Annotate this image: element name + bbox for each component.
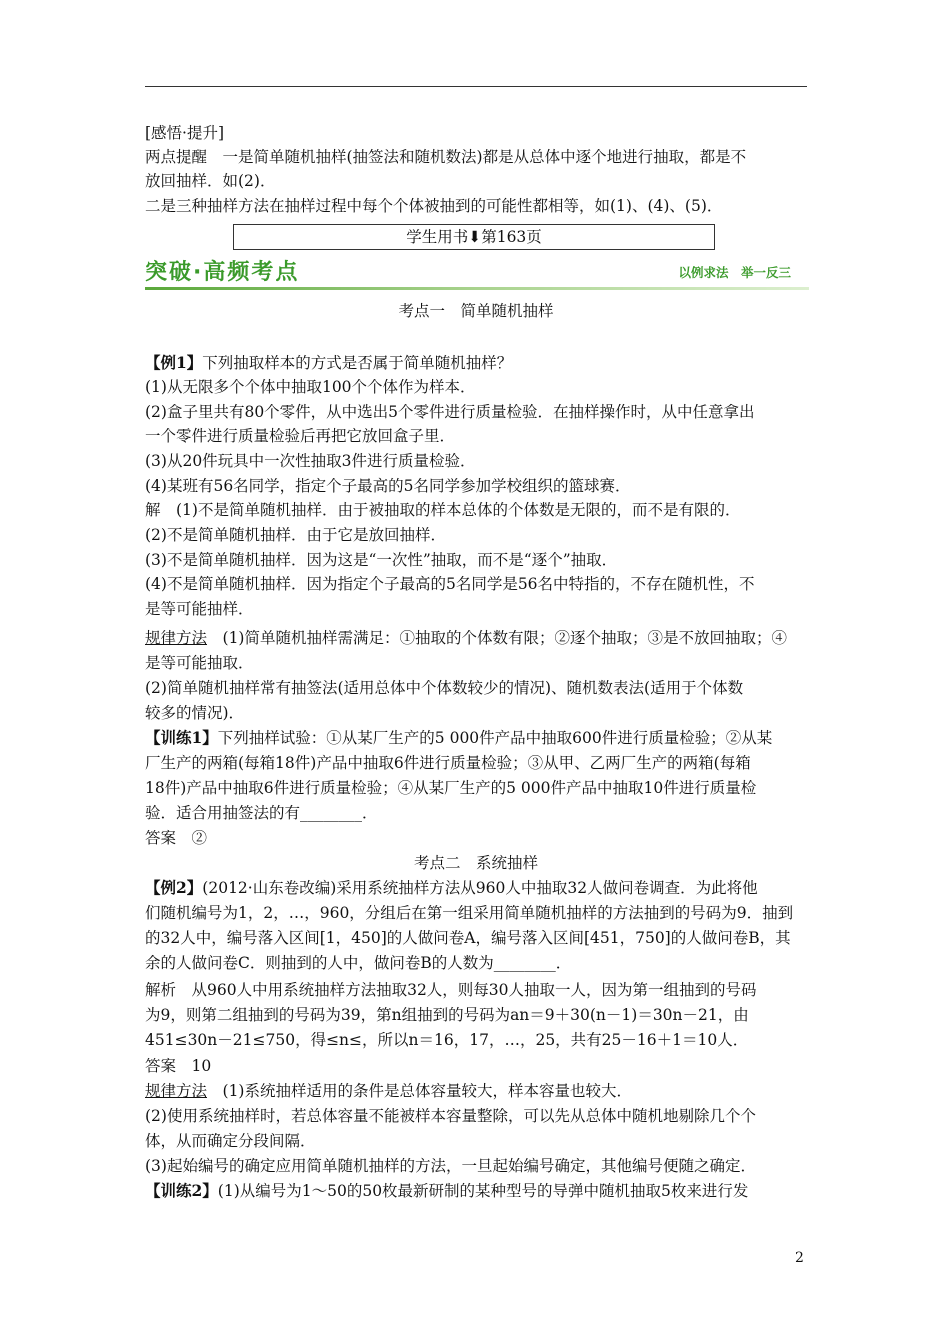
answer-line: (2)不是简单随机抽样．由于它是放回抽样． [145,526,446,544]
method-line: 较多的情况)． [145,704,245,722]
method-line: 是等可能抽取． [145,654,254,672]
ref-page: 第163页 [481,228,542,246]
ref-text: 学生用书 [406,228,469,246]
question-item: (2)盒子里共有80个零件，从中选出5个零件进行质量检验．在抽样操作时，从中任意拿出 [145,403,755,421]
question-item: 一个零件进行质量检验后再把它放回盒子里． [145,427,456,445]
point-title: 考点一 简单随机抽样 [398,302,554,320]
banner-underline [145,287,809,290]
example-text: 下列抽取样本的方式是否属于简单随机抽样？ [202,354,513,372]
exercise-line [145,1179,807,1203]
exercise-line: 验．适合用抽签法的有________． [145,804,378,822]
question-item: (4)某班有56名同学，指定个子最高的5名同学参加学校组织的篮球赛． [145,477,631,495]
example-text: (2012·山东卷改编)采用系统抽样方法从960人中抽取32人做问卷调查．为此将他 [202,879,758,897]
tip-line: 两点提醒 一是简单随机抽样(抽签法和随机数法)都是从总体中逐个地进行抽取，都是不 [145,148,747,166]
method-line: (2)简单随机抽样常有抽签法(适用总体中个体数较少的情况)、随机数表法(适用于个体数 [145,679,744,697]
solution-line: 解析 从960人中用系统抽样方法抽取32人，则每30人抽取一人，因为第一组抽到的号码 [145,981,757,999]
method-line [145,626,807,650]
exercise-text: 下列抽样试验：①从某厂生产的5 000件产品中抽取600件进行质量检验；②从某 [217,729,773,747]
exercise-line: 18件)产品中抽取6件进行质量检验；④从某厂生产的5 000件产品中抽取10件进行质量检 [145,779,757,797]
method-line: (3)起始编号的确定应用简单随机抽样的方法，一旦起始编号确定，其他编号便随之确定． [145,1157,756,1175]
example-label: 【例2】 [145,878,203,897]
tip-line: 二是三种抽样方法在抽样过程中每个个体被抽到的可能性都相等，如(1)、(4)、(5)． [145,197,723,215]
solution-line: 为9，则第二组抽到的号码为39，第n组抽到的号码为an＝9＋30(n－1)＝30n－21，由 [145,1006,749,1024]
exercise-line: 厂生产的两箱(每箱18件)产品中抽取6件进行质量检验；③从甲、乙两厂生产的两箱(每箱 [145,754,751,772]
banner-subtitle: 以例求法 举一反三 [678,265,791,280]
method-line [145,1079,807,1103]
exercise-text: (1)从编号为1～50的50枚最新研制的某种型号的导弹中随机抽取5枚来进行发 [217,1182,749,1200]
method-line: 体，从而确定分段间隔． [145,1132,316,1150]
reference-box [233,224,715,250]
header-rule [145,86,807,87]
exercise-line [145,726,807,750]
example-line [145,876,807,900]
method-text: (1)系统抽样适用的条件是总体容量较大，样本容量也较大． [207,1082,632,1100]
question-item: (1)从无限多个个体中抽取100个个体作为样本． [145,378,476,396]
down-arrow-icon: ⬇ [468,227,482,246]
point-title: 考点二 系统抽样 [413,854,538,872]
answer-line: (4)不是简单随机抽样．因为指定个子最高的5名同学是56名中特指的，不存在随机性，不 [145,575,755,593]
example-line: 余的人做问卷C．则抽到的人中，做问卷B的人数为________． [145,954,572,972]
question-item: (3)从20件玩具中一次性抽取3件进行质量检验． [145,452,476,470]
method-label: 规律方法 [145,1082,208,1100]
banner-title: 突破·高频考点 [145,260,300,285]
example-line: 们随机编号为1，2，…，960，分组后在第一组采用简单随机抽样的方法抽到的号码为9．抽到 [145,904,794,922]
exercise-label: 【训练1】 [145,728,218,747]
answer-line: 是等可能抽样． [145,600,254,618]
answer-line: (3)不是简单随机抽样．因为这是“一次性”抽取，而不是“逐个”抽取． [145,551,618,569]
exercise-label: 【训练2】 [145,1181,218,1200]
method-text: (1)简单随机抽样需满足：①抽取的个体数有限；②逐个抽取；③是不放回抽取；④ [207,629,787,647]
page-number: 2 [795,1250,804,1266]
example-line: 的32人中，编号落入区间[1，450]的人做问卷A，编号落入区间[451，750]的人做问卷B，其 [145,929,791,947]
section-heading: [感悟·提升] [145,124,225,142]
section-banner [145,260,809,290]
example-question [145,351,807,375]
exercise-answer: 答案 ② [145,829,208,847]
solution-line: 451≤30n－21≤750，得≤n≤，所以n＝16，17，…，25，共有25－16＋1＝10人． [145,1031,749,1049]
answer-line: 解 (1)不是简单随机抽样．由于被抽取的样本总体的个体数是无限的，而不是有限的． [145,501,741,519]
tip-line: 放回抽样．如(2)． [145,172,276,190]
example-label: 【例1】 [145,353,203,372]
method-label: 规律方法 [145,629,208,647]
method-line: (2)使用系统抽样时，若总体容量不能被样本容量整除，可以先从总体中随机地剔除几个个 [145,1107,756,1125]
example-answer: 答案 10 [145,1057,212,1075]
